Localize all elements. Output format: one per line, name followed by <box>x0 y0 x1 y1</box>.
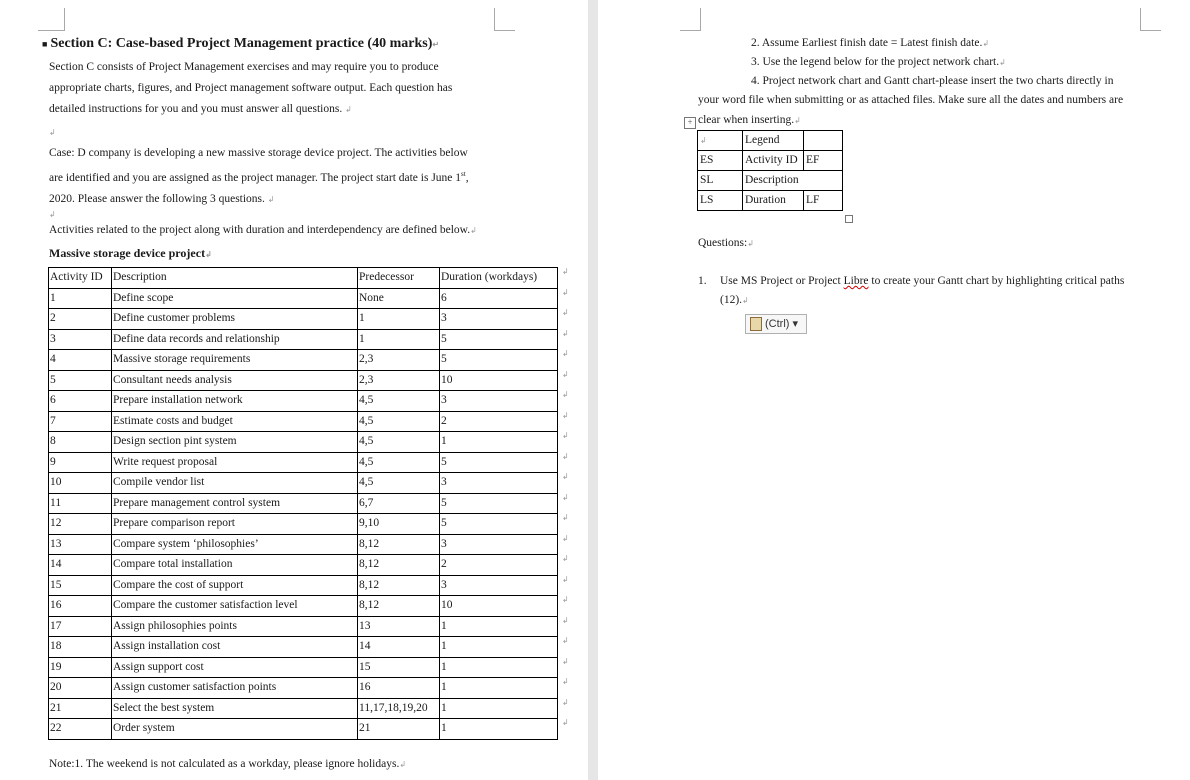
row-end-mark: ↲ <box>562 390 569 399</box>
row-end-marks <box>562 267 569 739</box>
cell-predecessor: 9,10 <box>358 514 440 535</box>
cell-activity-id: 12 <box>49 514 112 535</box>
activities-table <box>48 267 558 740</box>
header-description: Description <box>112 268 358 289</box>
crop-mark-top-right <box>494 8 515 31</box>
cell-duration: 1 <box>440 719 558 740</box>
left-page <box>0 0 588 780</box>
cell-predecessor: 4,5 <box>358 411 440 432</box>
crop-mark-top-left <box>680 8 701 31</box>
table-row <box>49 616 558 637</box>
table-row <box>49 678 558 699</box>
cell-description: Assign philosophies points <box>112 616 358 637</box>
intro-line: detailed instructions for you and you must answer all questions. ↲ <box>49 103 352 115</box>
cell-description: Write request proposal <box>112 452 358 473</box>
table-row <box>49 514 558 535</box>
cell-predecessor: None <box>358 288 440 309</box>
section-heading: ■ Section C: Case-based Project Management practice (40 marks)↵ <box>42 36 440 51</box>
cell-description: Assign customer satisfaction points <box>112 678 358 699</box>
cell-description: Massive storage requirements <box>112 350 358 371</box>
cell-description: Design section pint system <box>112 432 358 453</box>
chevron-down-icon: ▾ <box>792 318 799 330</box>
table-row <box>49 698 558 719</box>
table-row <box>49 719 558 740</box>
instruction-item-3: 3. Use the legend below for the project network chart.↲ <box>751 56 1006 68</box>
row-end-mark: ↲ <box>562 451 569 461</box>
table-row <box>49 596 558 617</box>
table-row <box>49 370 558 391</box>
row-end-mark: ↲ <box>562 308 569 317</box>
row-end-mark: ↲ <box>562 492 569 502</box>
cell-activity-id: 20 <box>49 678 112 699</box>
cell-description: Select the best system <box>112 698 358 719</box>
row-end-mark: ↲ <box>562 697 569 707</box>
cell-predecessor: 6,7 <box>358 493 440 514</box>
table-resize-handle-icon[interactable] <box>845 215 853 223</box>
row-end-mark: ↲ <box>562 349 569 358</box>
cell-predecessor: 2,3 <box>358 370 440 391</box>
table-row <box>49 411 558 432</box>
cell-duration: 10 <box>440 370 558 391</box>
cell-duration: 5 <box>440 493 558 514</box>
cell-activity-id: 2 <box>49 309 112 330</box>
table-row <box>49 534 558 555</box>
cell-description: Define data records and relationship <box>112 329 358 350</box>
row-end-mark: ↲ <box>562 615 569 625</box>
cell-description: Prepare comparison report <box>112 514 358 535</box>
instruction-item-4-cont: your word file when submitting or as attached files. Make sure all the dates and numbers are <box>698 94 1124 106</box>
row-end-mark: ↲ <box>562 267 569 276</box>
cell-predecessor: 13 <box>358 616 440 637</box>
questions-label: Questions:↲ <box>698 237 754 249</box>
table-row <box>49 452 558 473</box>
cell-activity-id: 8 <box>49 432 112 453</box>
cell-duration: 1 <box>440 657 558 678</box>
table-row <box>49 637 558 658</box>
spellcheck-word: Libre <box>843 275 869 287</box>
cell-duration: 3 <box>440 575 558 596</box>
cell-description: Define scope <box>112 288 358 309</box>
cell-predecessor: 1 <box>358 309 440 330</box>
cell-activity-id: 9 <box>49 452 112 473</box>
row-end-mark: ↲ <box>562 431 569 440</box>
row-end-mark: ↲ <box>562 636 569 645</box>
cell-duration: 5 <box>440 452 558 473</box>
row-end-mark: ↲ <box>562 410 569 420</box>
row-end-mark: ↲ <box>562 595 569 604</box>
cell-predecessor: 8,12 <box>358 555 440 576</box>
cell-description: Estimate costs and budget <box>112 411 358 432</box>
cell-predecessor: 8,12 <box>358 534 440 555</box>
cell-description: Assign installation cost <box>112 637 358 658</box>
question-1-number: 1. <box>698 275 707 287</box>
cell-description: Compare total installation <box>112 555 358 576</box>
cell-predecessor: 2,3 <box>358 350 440 371</box>
row-end-mark: ↲ <box>562 533 569 543</box>
cell-duration: 1 <box>440 637 558 658</box>
cell-activity-id: 13 <box>49 534 112 555</box>
table-row <box>49 575 558 596</box>
header-duration: Duration (workdays) <box>440 268 558 289</box>
cell-description: Prepare installation network <box>112 391 358 412</box>
cell-activity-id: 14 <box>49 555 112 576</box>
clipboard-icon <box>750 317 762 331</box>
activities-paragraph: Activities related to the project along with duration and interdependency are defined below.↲ <box>49 224 477 236</box>
cell-duration: 5 <box>440 329 558 350</box>
cell-activity-id: 17 <box>49 616 112 637</box>
legend-sl: SL <box>698 171 743 191</box>
header-predecessor: Predecessor <box>358 268 440 289</box>
table-row <box>49 391 558 412</box>
cell-predecessor: 15 <box>358 657 440 678</box>
instruction-item-2: 2. Assume Earliest finish date = Latest finish date.↲ <box>751 37 990 49</box>
row-end-mark: ↲ <box>562 718 569 727</box>
cell-activity-id: 21 <box>49 698 112 719</box>
question-1-line: Use MS Project or Project Libre to create your Gantt chart by highlighting critical paths <box>720 275 1125 287</box>
cell-description: Define customer problems <box>112 309 358 330</box>
row-end-mark: ↲ <box>562 472 569 481</box>
cell-description: Prepare management control system <box>112 493 358 514</box>
legend-ef: EF <box>804 151 843 171</box>
cell-activity-id: 18 <box>49 637 112 658</box>
cell-duration: 10 <box>440 596 558 617</box>
table-header-row <box>49 268 558 289</box>
cell-duration: 3 <box>440 309 558 330</box>
cell-predecessor: 1 <box>358 329 440 350</box>
cell-duration: 5 <box>440 514 558 535</box>
paragraph-mark-icon: ↵ <box>432 40 440 49</box>
cell-activity-id: 22 <box>49 719 112 740</box>
cell-activity-id: 10 <box>49 473 112 494</box>
cell-description: Consultant needs analysis <box>112 370 358 391</box>
table-row <box>49 555 558 576</box>
crop-mark-top-right <box>1140 8 1161 31</box>
cell-activity-id: 3 <box>49 329 112 350</box>
cell-predecessor: 14 <box>358 637 440 658</box>
paste-options-button[interactable]: (Ctrl) ▾ <box>745 314 807 334</box>
cell-description: Assign support cost <box>112 657 358 678</box>
question-1-line-cont: (12).↲ <box>720 294 749 306</box>
row-end-mark: ↲ <box>562 287 569 297</box>
note-text: Note:1. The weekend is not calculated as a workday, please ignore holidays.↲ <box>49 758 407 770</box>
case-line: Case: D company is developing a new massive storage device project. The activities below <box>49 147 468 159</box>
empty-paragraph: ↲ <box>49 210 56 219</box>
table-row <box>49 432 558 453</box>
cell-duration: 3 <box>440 391 558 412</box>
cell-predecessor: 21 <box>358 719 440 740</box>
intro-line: appropriate charts, figures, and Project management software output. Each question has <box>49 82 453 94</box>
page-gutter <box>588 0 598 780</box>
cell-description: Order system <box>112 719 358 740</box>
row-end-mark: ↲ <box>562 656 569 666</box>
cell-activity-id: 11 <box>49 493 112 514</box>
table-row <box>49 473 558 494</box>
legend-description: Description <box>743 171 843 191</box>
legend-table: ↲ Legend ES Activity ID EF SL Description LS Duration LF <box>697 130 843 211</box>
intro-paragraph <box>49 57 519 120</box>
cell-predecessor: 16 <box>358 678 440 699</box>
legend-duration: Duration <box>743 191 804 211</box>
case-line: are identified and you are assigned as the project manager. The project start date is June 1st, <box>49 170 469 184</box>
table-move-handle-icon[interactable]: + <box>684 117 696 129</box>
cell-activity-id: 19 <box>49 657 112 678</box>
table-row <box>49 329 558 350</box>
legend-lf: LF <box>804 191 843 211</box>
cell-duration: 5 <box>440 350 558 371</box>
cell-activity-id: 5 <box>49 370 112 391</box>
cell-predecessor: 8,12 <box>358 596 440 617</box>
row-end-mark: ↲ <box>562 328 569 338</box>
cell-activity-id: 15 <box>49 575 112 596</box>
cell-description: Compile vendor list <box>112 473 358 494</box>
cell-duration: 1 <box>440 698 558 719</box>
cell-predecessor: 4,5 <box>358 473 440 494</box>
empty-paragraph: ↲ <box>49 128 56 137</box>
legend-activity-id: Activity ID <box>743 151 804 171</box>
cell-duration: 3 <box>440 473 558 494</box>
cell-duration: 1 <box>440 432 558 453</box>
case-paragraph <box>49 143 519 210</box>
table-row <box>49 350 558 371</box>
case-line: 2020. Please answer the following 3 questions. ↲ <box>49 192 275 205</box>
cell-duration: 6 <box>440 288 558 309</box>
cell-description: Compare the cost of support <box>112 575 358 596</box>
cell-predecessor: 11,17,18,19,20 <box>358 698 440 719</box>
row-end-mark: ↲ <box>562 369 569 379</box>
header-activity-id: Activity ID <box>49 268 112 289</box>
cell-description: Compare the customer satisfaction level <box>112 596 358 617</box>
row-end-mark: ↲ <box>562 513 569 522</box>
cell-activity-id: 16 <box>49 596 112 617</box>
row-end-mark: ↲ <box>562 554 569 563</box>
cell-duration: 3 <box>440 534 558 555</box>
instruction-item-4: 4. Project network chart and Gantt chart-please insert the two charts directly in <box>751 75 1114 87</box>
legend-ls: LS <box>698 191 743 211</box>
cell-duration: 1 <box>440 678 558 699</box>
table-row <box>49 493 558 514</box>
cell-predecessor: 4,5 <box>358 452 440 473</box>
cell-activity-id: 4 <box>49 350 112 371</box>
row-end-mark: ↲ <box>562 574 569 584</box>
cell-duration: 2 <box>440 411 558 432</box>
table-row <box>49 309 558 330</box>
legend-es: ES <box>698 151 743 171</box>
crop-mark-top-left <box>38 8 65 31</box>
intro-line: Section C consists of Project Management exercises and may require you to produce <box>49 61 439 73</box>
table-title: Massive storage device project↲ <box>49 246 212 260</box>
cell-description: Compare system ‘philosophies’ <box>112 534 358 555</box>
row-end-mark: ↲ <box>562 677 569 686</box>
table-row <box>49 657 558 678</box>
instruction-item-4-cont: clear when inserting.↲ <box>698 114 801 126</box>
bullet-icon: ■ <box>42 38 48 49</box>
legend-title: Legend <box>743 131 804 151</box>
cell-predecessor: 4,5 <box>358 432 440 453</box>
cell-activity-id: 7 <box>49 411 112 432</box>
cell-duration: 1 <box>440 616 558 637</box>
cell-activity-id: 6 <box>49 391 112 412</box>
cell-duration: 2 <box>440 555 558 576</box>
table-row <box>49 288 558 309</box>
cell-activity-id: 1 <box>49 288 112 309</box>
cell-predecessor: 8,12 <box>358 575 440 596</box>
cell-predecessor: 4,5 <box>358 391 440 412</box>
